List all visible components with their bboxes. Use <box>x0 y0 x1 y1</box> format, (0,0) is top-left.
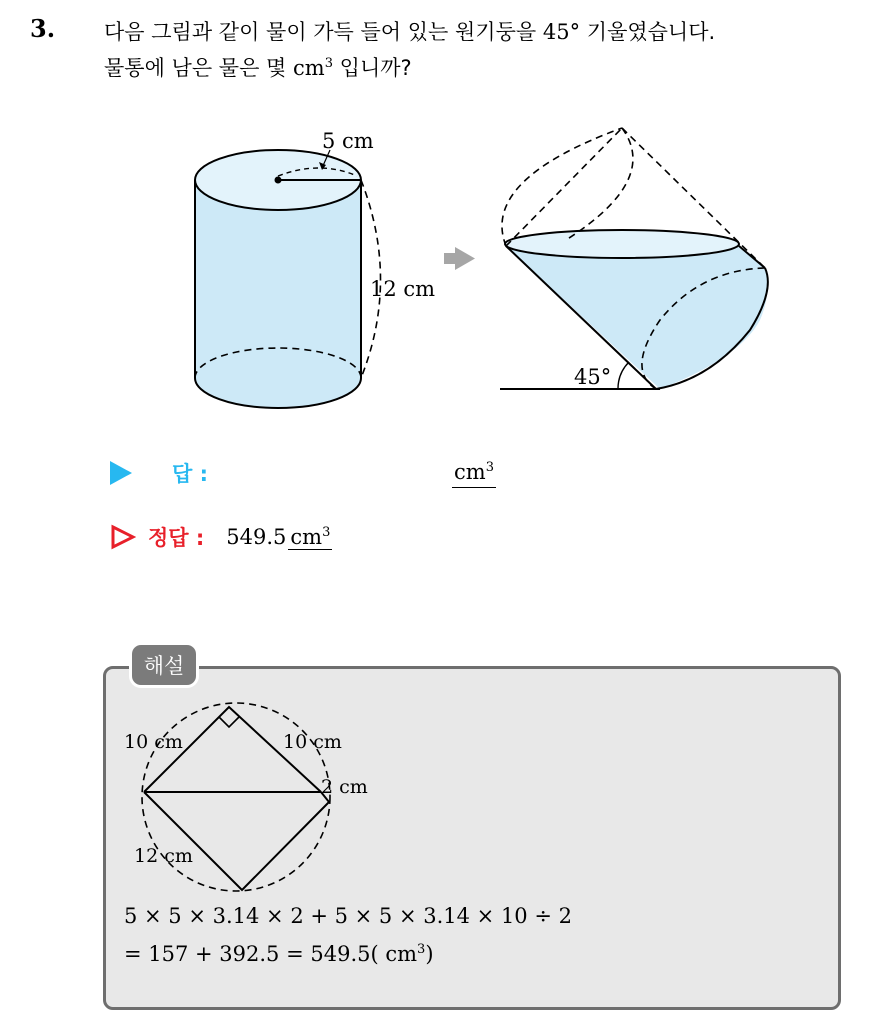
answer-unit[interactable]: $cm^3$ <box>452 457 496 488</box>
solution-equation-2: = 157 + 392.5 = 549.5( $cm^3$) <box>124 942 434 966</box>
key-row <box>110 521 332 553</box>
radius-label: 5 cm <box>322 129 374 153</box>
triangle-play-icon <box>110 461 132 485</box>
upright-cylinder <box>195 129 435 408</box>
label-left-top: 10 cm <box>124 731 183 753</box>
cylinder-figure <box>0 0 884 420</box>
key-unit: $cm^3$ <box>290 524 331 549</box>
angle-label: 45° <box>574 365 612 389</box>
height-label: 12 cm <box>370 277 436 301</box>
answer-label: 답 : <box>172 462 208 486</box>
question-line-2: 물통에 남은 물은 몇 $cm^3$ 입니까? <box>104 56 412 80</box>
solution-equation-1: 5 × 5 × 3.14 × 2 + 5 × 5 × 3.14 × 10 ÷ 2 <box>124 904 572 928</box>
tilted-cylinder <box>500 128 768 389</box>
key-label: 정답 : <box>148 526 205 550</box>
right-arrow-icon <box>444 247 475 270</box>
label-right: 2 cm <box>321 776 368 798</box>
triangle-outline-icon <box>110 524 136 550</box>
question-number: 3. <box>30 14 56 43</box>
answer-row <box>110 457 208 489</box>
key-value: 549.5 <box>226 525 287 549</box>
solution-tab: 해설 <box>129 642 199 688</box>
label-left-bottom: 12 cm <box>134 845 193 867</box>
question-line-1: 다음 그림과 같이 물이 가득 들어 있는 원기둥을 45° 기울였습니다. <box>104 20 716 44</box>
label-right-top: 10 cm <box>283 731 342 753</box>
